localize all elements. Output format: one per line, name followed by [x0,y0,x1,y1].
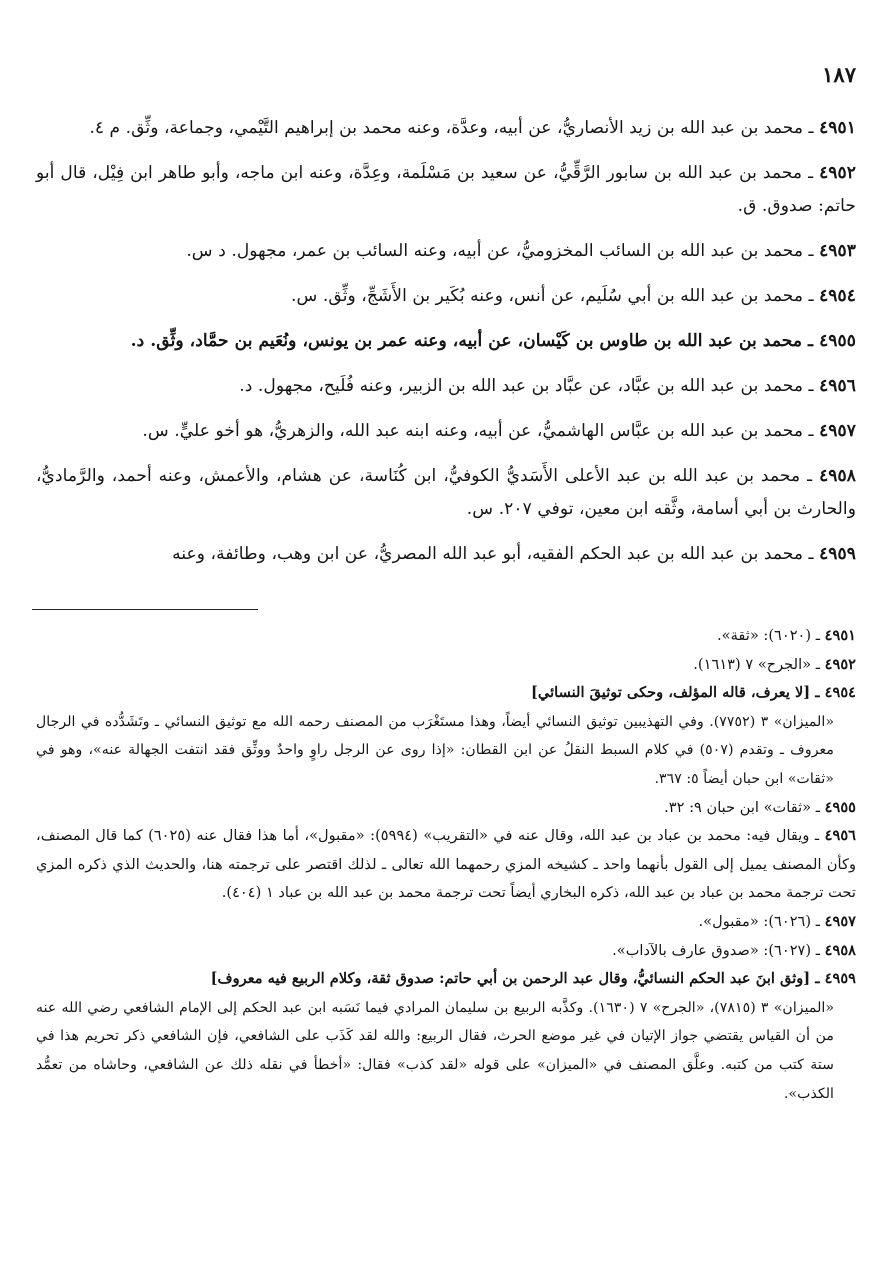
entry-4952 [36,157,856,223]
entry-4956 [36,370,856,403]
note-4954-body: «الميزان» ٣ (٧٧٥٢). وفي التهذيبين توثيق النسائي أيضاً، وهذا مستَغْرَب من المصنف رحمه الله مع توثيق النسائي ـ وتَشَدُّده في الرجال معروف ـ وتقدم (٥٠٧) في كلام السبط النقلُ عن ابن القطان: «إذا روى عن الرجل راوٍ واحدٌ ووثِّق فقد انتفت الجهالة عنه»، وهو في «ثقات» ابن حبان أيضاً ٥: ٣٦٧. [36,713,835,787]
note-4959 [36,965,856,994]
entry-4957 [36,415,856,448]
main-text [36,112,856,583]
note-4956 [36,822,856,908]
note-4952 [36,651,856,680]
note-text: ـ «ثقات» ابن حبان ٩: ٣٢. [664,798,825,816]
note-4955 [36,794,856,823]
page-number: ١٨٧ [822,62,856,87]
entry-number: ٤٩٥٩ [819,544,856,564]
entry-text: ـ محمد بن عبد الله بن طاوس بن كَيْسان، عن أبيه، وعنه عمر بن يونس، ونُعَيم بن حمَّاد، وثِّق. د. [130,331,820,351]
note-heading: ـ [وثق ابنَ عبد الحكم النسائيُّ، وقال عبد الرحمن بن أبي حاتم: صدوق ثقة، وكلام الربيع فيه معروف] [210,970,825,988]
entry-number: ٤٩٥٤ [819,286,856,306]
note-4959-body: «الميزان» ٣ (٧٨١٥)، «الجرح» ٧ (١٦٣٠). وكذَّبه الربيع بن سليمان المرادي فيما نَسَبه ابن عبد الحكم إلى الإمام الشافعي رضي الله عنه من أن القياس يقتضي جواز الإتيان في غير موضع الحرث، فقال الربيع: والله لقد كَذَب على الشافعي، فإن الشافعي ذكر تحريم هذا في ستة كتب من كتبه. وعلَّق المصنف في «الميزان» على قوله «لقد كذب» فقال: «أخطأ في نقله ذلك عن الشافعي، وحاشاه من تعمُّد الكذب». [36,999,835,1102]
entry-text: ـ محمد بن عبد الله بن سابور الرَّقِّيُّ، عن سعيد بن مَسْلَمة، وعِدَّة، وعنه ابن ماجه، وأبو طاهر ابن فِيْل، قال أبو حاتم: صدوق. ق. [36,163,856,216]
entry-number: ٤٩٥١ [819,118,856,138]
entry-text: ـ محمد بن عبد الله بن عبد الحكم الفقيه، أبو عبد الله المصريُّ، عن ابن وهب، وطائفة، وعنه [172,544,820,564]
footnotes [36,622,856,1108]
note-4951 [36,622,856,651]
note-number: ٤٩٥٧ [824,912,856,930]
note-4957 [36,908,856,937]
note-number: ٤٩٥٨ [824,941,856,959]
note-number: ٤٩٥٢ [824,655,856,673]
entry-text: ـ محمد بن عبد الله بن عبَّاد، عن عبَّاد بن عبد الله بن الزبير، وعنه فُلَيح، مجهول. د. [239,376,820,396]
note-heading: ـ [لا يعرف، قاله المؤلف، وحكى توثيقَ النسائي] [531,684,825,702]
entry-text: ـ محمد بن عبد الله بن عبد الأعلى الأَسَديُّ الكوفيُّ، ابن كُنَاسة، عن هشام، والأعمش، وعنه أحمد، والرَّماديُّ، والحارث بن أبي أسامة، وثَّقه ابن معين، توفي ٢٠٧. س. [36,466,856,519]
entry-4951 [36,112,856,145]
entry-text: ـ محمد بن عبد الله بن أبي سُلَيم، عن أنس، وعنه بُكَير بن الأَشَجِّ، وثِّق. س. [291,286,820,306]
note-number: ٤٩٥١ [824,627,856,644]
note-text: ـ «الجرح» ٧ (١٦١٣). [693,655,825,673]
note-text: ـ (٦٠٢٠): «ثقة». [717,627,825,644]
note-number: ٤٩٥٦ [824,827,856,845]
entry-number: ٤٩٥٢ [819,163,856,183]
note-text: ـ (٦٠٢٦): «مقبول». [698,912,825,930]
entry-4955 [36,325,856,358]
note-text: ـ ويقال فيه: محمد بن عباد بن عبد الله، وقال عنه في «التقريب» (٥٩٩٤): «مقبول»، أما هذا فقال عنه (٦٠٢٥) كما قال المصنف، وكأن المصنف يميل إلى القول بأنهما واحد ـ كشيخه المزي رحمهما الله تعالى ـ لذلك اقتصر على ترجمته هنا، والحديث الذي ذكره المزي تحت ترجمة محمد بن عباد بن عبد الله، ذكره البخاري أيضاً تحت ترجمة محمد بن عبد الله بن عباد ١ (٤٠٤). [36,827,856,902]
entry-number: ٤٩٥٦ [819,376,856,396]
entry-4958 [36,460,856,526]
entry-4959 [36,538,856,571]
note-number: ٤٩٥٩ [824,970,856,988]
entry-text: ـ محمد بن عبد الله بن السائب المخزوميُّ، عن أبيه، وعنه السائب بن عمر، مجهول. د س. [186,241,820,261]
entry-text: ـ محمد بن عبد الله بن زيد الأنصاريُّ، عن أبيه، وعدَّة، وعنه محمد بن إبراهيم التَّيْمي، وجماعة، وثِّق. م ٤. [89,118,820,138]
entry-number: ٤٩٥٣ [819,241,856,261]
note-number: ٤٩٥٤ [824,684,856,702]
note-4954 [36,679,856,708]
note-number: ٤٩٥٥ [824,798,856,816]
note-text: ـ (٦٠٢٧): «صدوق عارف بالآداب». [612,941,825,959]
entry-number: ٤٩٥٧ [819,421,856,441]
entry-4953 [36,235,856,268]
entry-number: ٤٩٥٥ [819,331,856,351]
entry-text: ـ محمد بن عبد الله بن عبَّاس الهاشميُّ، عن أبيه، وعنه ابنه عبد الله، والزهريُّ، هو أخو عليٍّ. س. [142,421,820,441]
footnote-divider [32,609,258,610]
entry-4954 [36,280,856,313]
entry-number: ٤٩٥٨ [819,466,856,486]
note-4958 [36,937,856,966]
